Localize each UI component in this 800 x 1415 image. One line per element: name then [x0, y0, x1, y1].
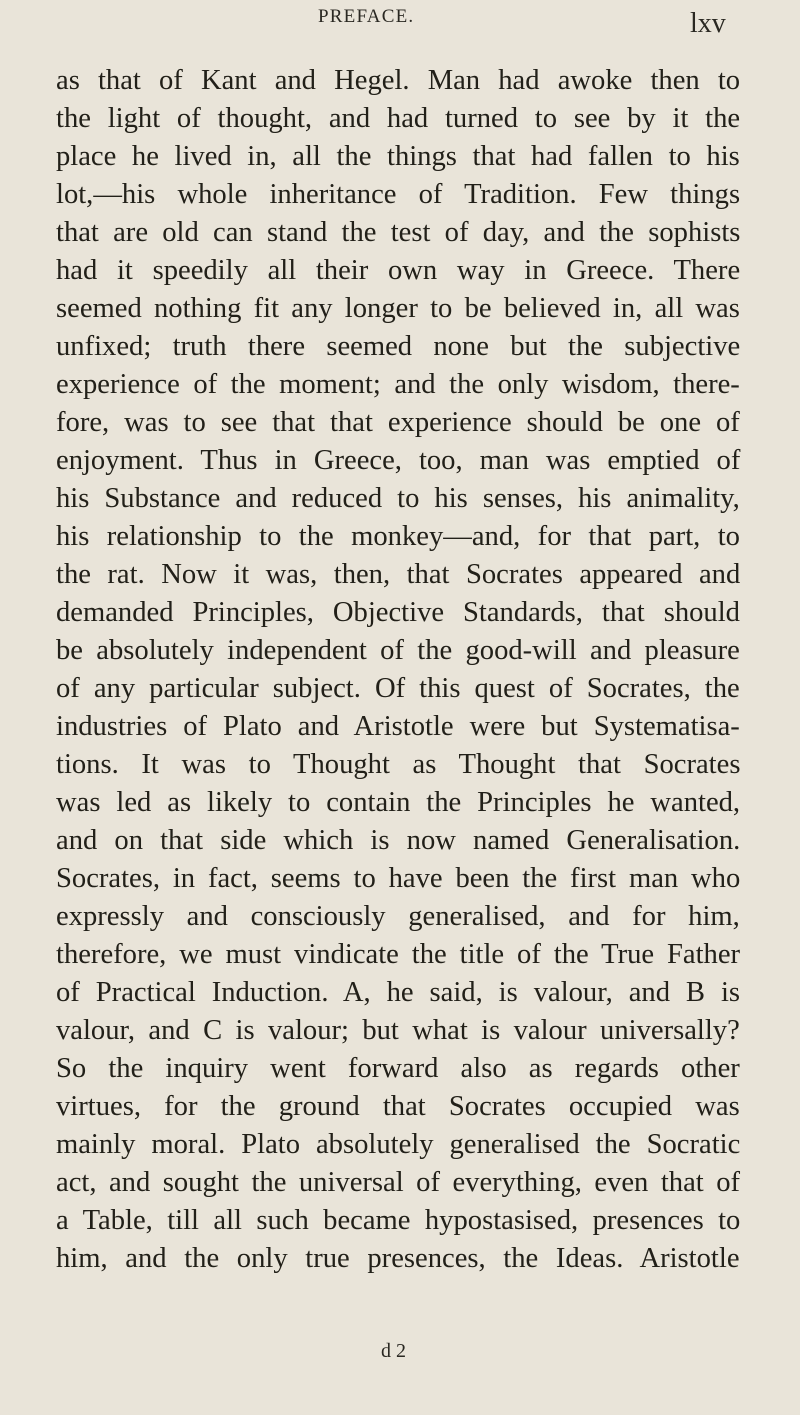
running-head — [0, 4, 800, 44]
text-line: Socrates, in fact, seems to have been the first man who — [56, 863, 741, 894]
text-line: of any particular subject. Of this quest of Socrates, the — [56, 673, 740, 704]
text-line: seemed nothing fit any longer to be believed in, all was — [56, 293, 740, 324]
text-line: expressly and consciously generalised, and for him, — [56, 901, 740, 932]
text-line: be absolutely independent of the good-will and pleasure — [56, 635, 740, 666]
text-line: demanded Principles, Objective Standards, that should — [56, 597, 740, 628]
signature-mark: d 2 — [381, 1340, 406, 1362]
text-line: mainly moral. Plato absolutely generalised the Socratic — [56, 1129, 741, 1160]
page-number: lxv — [690, 8, 726, 39]
body-text — [56, 62, 740, 1278]
text-line: valour, and C is valour; but what is valour universally? — [56, 1015, 740, 1046]
text-line: virtues, for the ground that Socrates occupied was — [56, 1091, 740, 1122]
text-line: his Substance and reduced to his senses, his animality, — [56, 483, 740, 514]
text-line: therefore, we must vindicate the title of the True Father — [56, 939, 741, 970]
text-line: a Table, till all such became hypostasised, presences to — [56, 1205, 741, 1236]
text-line: enjoyment. Thus in Greece, too, man was emptied of — [56, 445, 741, 476]
text-line: him, and the only true presences, the Ideas. Aristotle — [56, 1243, 740, 1274]
text-line: of Practical Induction. A, he said, is valour, and B is — [56, 977, 741, 1008]
text-line: act, and sought the universal of everything, even that of — [56, 1167, 741, 1198]
text-line: experience of the moment; and the only wisdom, there- — [56, 369, 740, 400]
text-line: had it speedily all their own way in Greece. There — [56, 255, 741, 286]
text-line: that are old can stand the test of day, and the sophists — [56, 217, 741, 248]
text-line: his relationship to the monkey—and, for that part, to — [56, 521, 740, 552]
text-line: industries of Plato and Aristotle were but Systematisa- — [56, 711, 740, 742]
text-line: unfixed; truth there seemed none but the subjective — [56, 331, 741, 362]
text-line: lot,—his whole inheritance of Tradition. Few things — [56, 179, 741, 210]
text-line: fore, was to see that that experience should be one of — [56, 407, 740, 438]
text-line: the light of thought, and had turned to see by it the — [56, 103, 741, 134]
text-line: as that of Kant and Hegel. Man had awoke then to — [56, 65, 741, 96]
text-line: the rat. Now it was, then, that Socrates appeared and — [56, 559, 741, 590]
text-line: So the inquiry went forward also as regards other — [56, 1053, 740, 1084]
running-title: PREFACE. — [318, 6, 415, 27]
text-line: was led as likely to contain the Principles he wanted, — [56, 787, 741, 818]
text-line: and on that side which is now named Generalisation. — [56, 825, 741, 856]
text-line: place he lived in, all the things that had fallen to his — [56, 141, 740, 172]
text-line: tions. It was to Thought as Thought that Socrates — [56, 749, 741, 780]
